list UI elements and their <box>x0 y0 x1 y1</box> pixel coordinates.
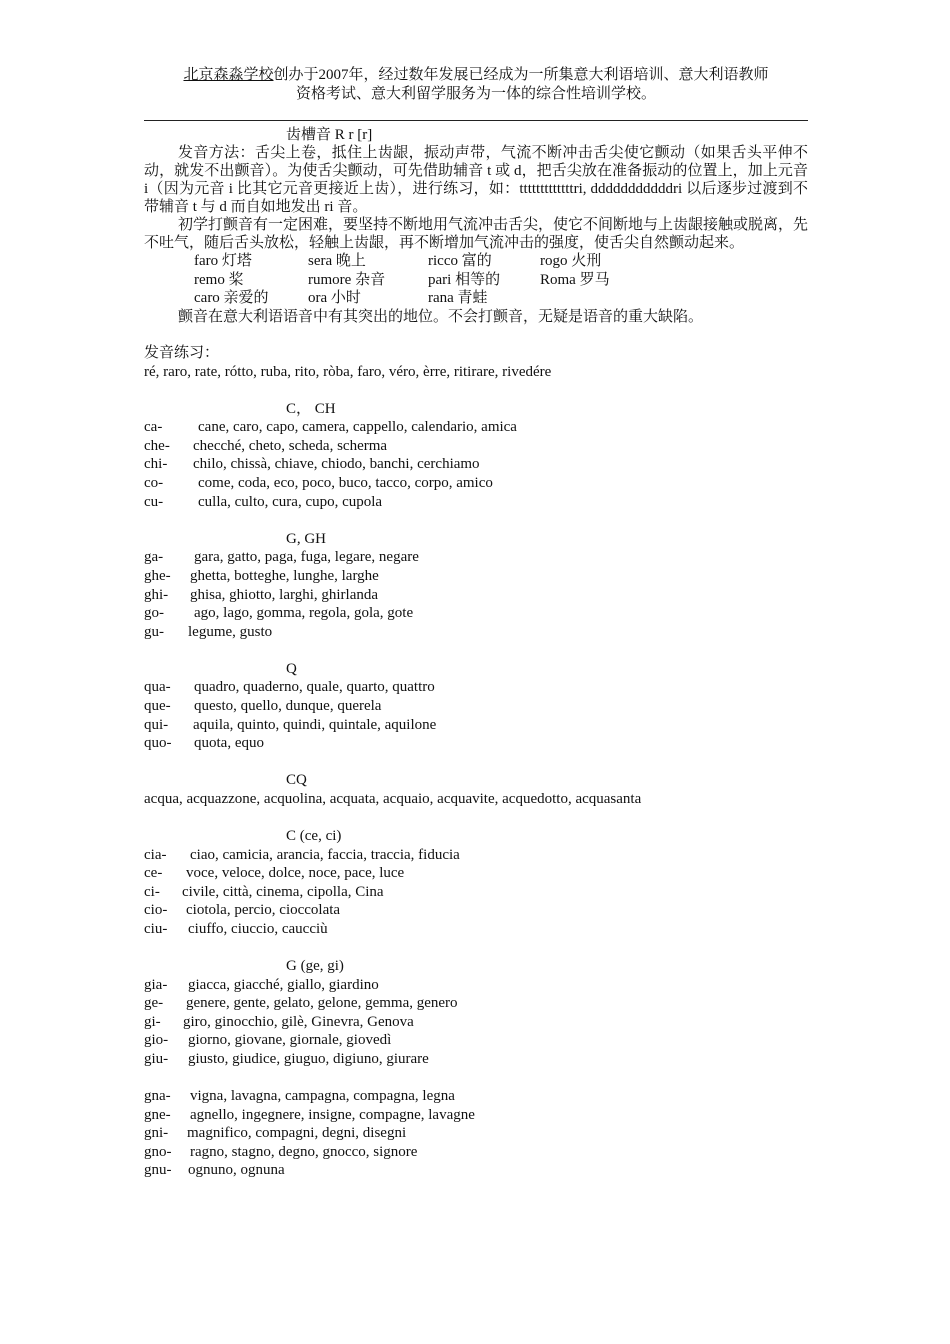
syllable-prefix: ghe- <box>144 567 171 584</box>
section-heading: CQ <box>286 772 307 789</box>
word-row <box>144 976 808 995</box>
word-row <box>144 734 808 753</box>
word-row <box>144 548 808 567</box>
vocab-table <box>194 252 808 308</box>
syllable-prefix: cio- <box>144 902 168 919</box>
syllable-prefix: gi- <box>144 1013 161 1030</box>
section-heading: C， CH <box>286 400 336 417</box>
word-row <box>144 716 808 735</box>
vocab-row <box>194 252 808 271</box>
practice-heading: 发音练习： <box>144 345 220 361</box>
syllable-prefix: qua- <box>144 679 171 696</box>
document-page <box>144 66 808 1180</box>
vocab-cell: pari 相等的 <box>428 271 501 288</box>
syllable-prefix: qui- <box>144 716 169 733</box>
example-words: checché, cheto, scheda, scherma <box>193 437 388 454</box>
word-row <box>144 493 808 512</box>
vocab-cell: Roma 罗马 <box>540 271 610 288</box>
word-row <box>144 455 808 474</box>
word-row <box>144 474 808 493</box>
word-row <box>144 604 808 623</box>
section-title-r: 齿槽音 R r [r] <box>286 127 373 143</box>
syllable-prefix: gu- <box>144 623 164 640</box>
word-row <box>144 1161 808 1180</box>
syllable-prefix: ga- <box>144 549 164 566</box>
example-words: vigna, lavagna, campagna, compagna, legna <box>190 1088 455 1105</box>
example-words: chilo, chissà, chiave, chiodo, banchi, cerchiamo <box>193 456 480 473</box>
spacer <box>144 1069 808 1088</box>
word-row <box>144 846 808 865</box>
word-row <box>144 567 808 586</box>
syllable-prefix: gni- <box>144 1125 169 1142</box>
word-row <box>144 920 808 939</box>
syllable-prefix: chi- <box>144 456 168 473</box>
word-row <box>144 697 808 716</box>
word-row <box>144 1050 808 1069</box>
example-words: voce, veloce, dolce, noce, pace, luce <box>186 865 405 882</box>
method-paragraph: 发音方法：舌尖上卷，抵住上齿龈，振动声带，气流不断冲击舌尖使它颤动（如果舌头平伸不动，就发不出颤音）。为使舌尖颤动，可先借助辅音 t 或 d，把舌尖放在准备振动的位置上，加上元音 i（因为元音 i 比其它元音更接近上齿），进行练习，如：tttttttttttttri, dddddddddddri 以后逐步过渡到不带辅音 t 与 d 而自如地发出 ri 音。 <box>144 145 808 215</box>
word-row <box>144 1013 808 1032</box>
vocab-cell: rumore 杂音 <box>308 271 386 288</box>
word-row <box>144 1106 808 1125</box>
syllable-prefix: che- <box>144 437 170 454</box>
example-words: cane, caro, capo, camera, cappello, calendario, amica <box>198 419 517 436</box>
word-row <box>144 1124 808 1143</box>
example-words: ragno, stagno, degno, gnocco, signore <box>190 1143 418 1160</box>
syllable-prefix: cu- <box>144 493 164 510</box>
example-words: quota, equo <box>194 735 264 752</box>
importance-paragraph: 颤音在意大利语语音中有其突出的地位。不会打颤音，无疑是语音的重大缺陷。 <box>178 308 704 325</box>
spacer <box>144 641 808 660</box>
vocab-row <box>194 271 808 290</box>
word-row <box>144 1143 808 1162</box>
word-row <box>144 437 808 456</box>
header-line-1-text: 创办于2007年，经过数年发展已经成为一所集意大利语培训、意大利语教师 <box>273 67 769 83</box>
example-words: acqua, acquazzone, acquolina, acquata, acquaio, acquavite, acquedotto, acquasanta <box>144 790 642 807</box>
example-words: civile, città, cinema, cipolla, Cina <box>182 883 384 900</box>
header-line-2: 资格考试、意大利留学服务为一体的综合性培训学校。 <box>295 86 656 102</box>
example-words: quadro, quaderno, quale, quarto, quattro <box>194 679 435 696</box>
example-words: questo, quello, dunque, querela <box>194 698 382 714</box>
syllable-prefix: gio- <box>144 1032 169 1049</box>
vocab-cell: sera 晚上 <box>308 253 366 269</box>
word-row <box>144 586 808 605</box>
example-words: ghisa, ghiotto, larghi, ghirlanda <box>190 586 379 603</box>
example-words: giro, ginocchio, gilè, Ginevra, Genova <box>183 1013 414 1030</box>
syllable-prefix: ghi- <box>144 586 169 603</box>
header-divider <box>144 120 808 121</box>
spacer <box>144 326 808 345</box>
vocab-cell: rana 青蛙 <box>428 290 488 306</box>
word-row <box>144 883 808 902</box>
syllable-prefix: ca- <box>144 419 163 436</box>
word-row <box>144 678 808 697</box>
vocab-cell: faro 灯塔 <box>194 253 252 269</box>
syllable-prefix: gia- <box>144 976 168 993</box>
word-row <box>144 1031 808 1050</box>
example-words: giacca, giacché, giallo, giardino <box>188 976 379 993</box>
vocab-row <box>194 289 808 308</box>
example-words: come, coda, eco, poco, buco, tacco, corpo, amico <box>198 475 493 492</box>
section-heading: G (ge, gi) <box>286 958 344 975</box>
word-row <box>144 864 808 883</box>
syllable-prefix: gne- <box>144 1106 171 1123</box>
example-words: ciao, camicia, arancia, faccia, traccia, fiducia <box>190 846 460 863</box>
example-words: giusto, giudice, giuguo, digiuno, giurare <box>188 1051 429 1067</box>
word-row <box>144 790 808 809</box>
word-row <box>144 1087 808 1106</box>
syllable-prefix: que- <box>144 698 171 714</box>
syllable-prefix: co- <box>144 475 164 492</box>
pronunciation-sections <box>144 381 808 1180</box>
spacer <box>144 808 808 827</box>
syllable-prefix: gna- <box>144 1088 171 1105</box>
syllable-prefix: ce- <box>144 865 163 882</box>
spacer <box>144 939 808 958</box>
vocab-cell: ora 小时 <box>308 290 361 306</box>
word-row <box>144 994 808 1013</box>
syllable-prefix: giu- <box>144 1051 169 1067</box>
word-row <box>144 623 808 642</box>
example-words: genere, gente, gelato, gelone, gemma, genero <box>186 995 458 1012</box>
syllable-prefix: gnu- <box>144 1162 172 1179</box>
spacer <box>144 753 808 772</box>
word-row <box>144 418 808 437</box>
example-words: ognuno, ognuna <box>188 1162 285 1179</box>
example-words: ago, lago, gomma, regola, gola, gote <box>194 605 414 622</box>
syllable-prefix: cia- <box>144 846 167 863</box>
section-heading: Q <box>286 660 297 677</box>
syllable-prefix: ciu- <box>144 920 168 937</box>
example-words: ciuffo, ciuccio, caucciù <box>188 920 328 937</box>
example-words: agnello, ingegnere, insigne, compagne, lavagne <box>190 1106 475 1123</box>
practice-words: ré, raro, rate, rótto, ruba, rito, ròba, faro, véro, èrre, ritirare, rivedére <box>144 363 552 380</box>
example-words: gara, gatto, paga, fuga, legare, negare <box>194 549 419 566</box>
syllable-prefix: go- <box>144 605 164 622</box>
vocab-cell: remo 桨 <box>194 271 244 288</box>
example-words: ghetta, botteghe, lunghe, larghe <box>190 567 379 584</box>
syllable-prefix: ci- <box>144 883 160 900</box>
example-words: culla, culto, cura, cupo, cupola <box>198 493 383 510</box>
vocab-cell: rogo 火刑 <box>540 253 602 269</box>
vocab-cell: caro 亲爱的 <box>194 290 269 306</box>
example-words: aquila, quinto, quindi, quintale, aquilone <box>193 716 437 733</box>
example-words: giorno, giovane, giornale, giovedì <box>188 1032 392 1049</box>
section-heading: G, GH <box>286 530 326 547</box>
syllable-prefix: ge- <box>144 995 164 1012</box>
spacer <box>144 381 808 400</box>
spacer <box>144 511 808 530</box>
section-heading: C (ce, ci) <box>286 827 342 844</box>
school-header <box>144 66 808 104</box>
syllable-prefix: gno- <box>144 1143 172 1160</box>
example-words: ciotola, percio, cioccolata <box>186 902 341 919</box>
beginner-paragraph: 初学打颤音有一定困难，要坚持不断地用气流冲击舌尖，使它不间断地与上齿龈接触或脱离，先不吐气，随后舌头放松，轻触上齿龈，再不断增加气流冲击的强度，使舌尖自然颤动起来。 <box>144 217 809 251</box>
syllable-prefix: quo- <box>144 735 172 752</box>
vocab-cell: ricco 富的 <box>428 253 492 269</box>
header-line-1 <box>144 66 808 85</box>
example-words: legume, gusto <box>188 623 273 640</box>
example-words: magnifico, compagni, degni, disegni <box>187 1125 407 1142</box>
word-row <box>144 901 808 920</box>
school-name-link[interactable]: 北京森淼学校 <box>183 67 274 83</box>
